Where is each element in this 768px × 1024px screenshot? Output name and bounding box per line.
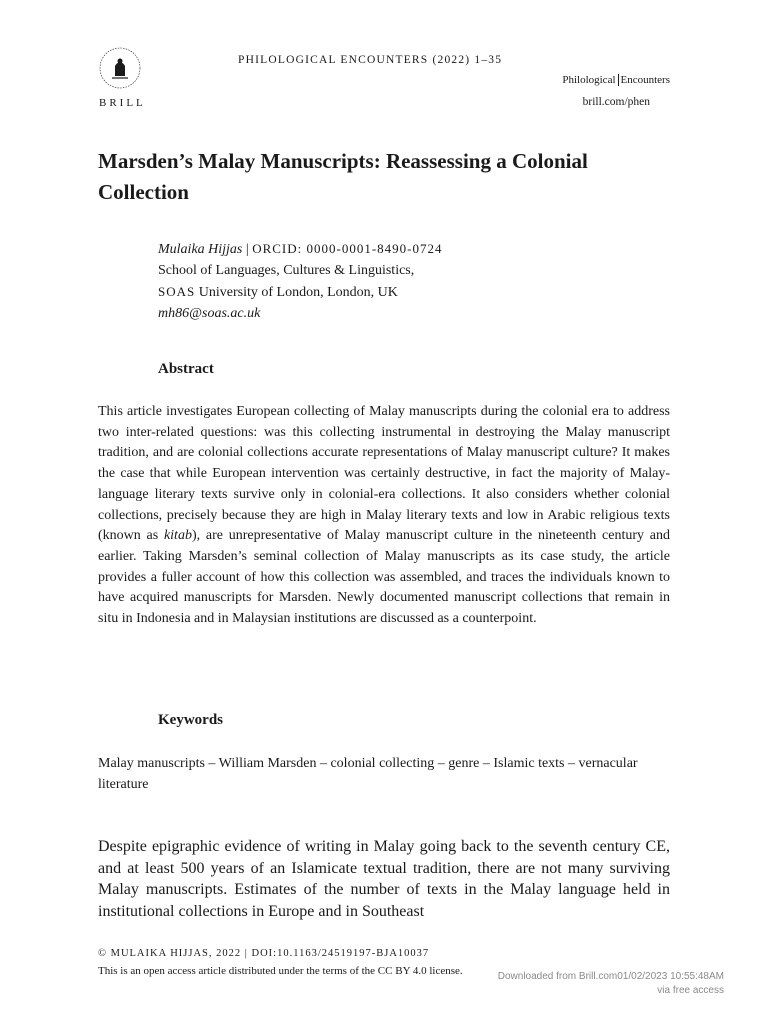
author-email-link[interactable]: mh86@soas.ac.uk	[158, 306, 261, 321]
journal-mark-right: Encounters	[620, 74, 670, 86]
brill-seal-logo	[96, 44, 144, 92]
download-stamp: Downloaded from Brill.com01/02/2023 10:55:48AM	[497, 971, 724, 982]
journal-url-link[interactable]: brill.com/phen	[582, 96, 650, 108]
abstract-text-part-1: This article investigates European collecting of Malay manuscripts during the colonial era to address two inter-related questions: was this collecting instrumental in destroying the Malay manuscript tradition, and are colonial collections accurate representations of Malay manuscript culture? It makes the case that while European intervention was certainly destructive, in fact the majority of Malay-language literary texts survive only in colonial-era collections. It also considers whether colonial collections, precisely because they are high in Malay literary texts and low in Arabic religious texts (known as	[98, 404, 670, 544]
author-block	[158, 238, 678, 324]
article-title: Marsden’s Malay Manuscripts: Reassessing a Colonial Collection	[98, 149, 588, 204]
keywords-text: Malay manuscripts – William Marsden – colonial collecting – genre – Islamic texts – vernacular literature	[98, 756, 638, 792]
affiliation-line-1: School of Languages, Cultures & Linguistics,	[158, 263, 415, 278]
affiliation-line-2	[158, 281, 678, 303]
journal-mark-divider	[618, 74, 619, 86]
running-head: PHILOLOGICAL ENCOUNTERS (2022) 1–35	[238, 54, 503, 66]
abstract-text-part-2: ), are unrepresentative of Malay manuscript culture in the nineteenth century and earlier. Taking Marsden’s seminal collection of Malay manuscripts as its case study, the article provides a fuller account of how this collection was assembled, and traces the individuals known to have acquired manuscripts for Marsden. Newly documented manuscript collections that remain in situ in Indonesia and in Malaysian institutions are discussed as a counterpoint.	[98, 528, 671, 627]
keywords-heading: Keywords	[158, 712, 223, 728]
author-name: Mulaika Hijjas	[158, 242, 243, 257]
access-stamp: via free access	[657, 985, 724, 996]
abstract-heading: Abstract	[158, 361, 214, 377]
journal-mark	[562, 74, 670, 86]
author-line	[158, 238, 678, 260]
affiliation-soas: SOAS	[158, 284, 196, 299]
abstract-text	[98, 402, 670, 630]
affiliation-university: University of London, London, UK	[198, 285, 398, 300]
copyright-line: © MULAIKA HIJJAS, 2022 | DOI:10.1163/24519197-BJA10037	[98, 948, 430, 959]
license-line: This is an open access article distributed under the terms of the CC BY 4.0 license.	[98, 965, 463, 977]
orcid-link[interactable]: ORCID: 0000-0001-8490-0724	[252, 241, 443, 256]
author-divider: |	[245, 242, 249, 257]
journal-mark-left: Philological	[562, 74, 616, 86]
publisher-name: BRILL	[99, 97, 146, 109]
abstract-text-italic: kitab	[163, 528, 192, 544]
body-paragraph: Despite epigraphic evidence of writing in Malay going back to the seventh century CE, and at least 500 years of an Islamicate textual tradition, there are not many surviving Malay manuscripts. Estimates of the number of texts in the Malay language held in institutional collections in Europe and in Southeast	[98, 838, 670, 920]
